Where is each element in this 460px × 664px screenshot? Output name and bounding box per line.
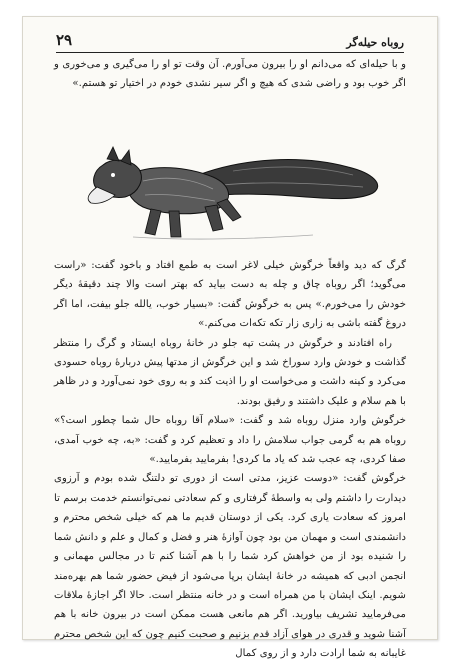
paragraph: راه افتادند و خرگوش در پشت تپه جلو در خانهٔ روباه ایستاد و گرگ را منتظر گذاشت و خودش وارد سوراخ شد و این خرگوش از مدتها پیش دربارهٔ روباه حسودی می‌کرد و کینه داشت و می‌خواست او را اذیت کند و به روی خود نمی‌آورد و در ظاهر با هم سلام و علیک داشتند و رفیق بودند.: [54, 337, 406, 407]
book-page: [22, 16, 438, 660]
text-block-top: [54, 55, 406, 94]
fox-illustration: [73, 137, 383, 247]
page-number: ۲۹: [56, 31, 73, 49]
paragraph: خرگوش وارد منزل روباه شد و گفت: «سلام آقا روباه حال شما چطور است؟» روباه هم به گرمی جواب سلامش را داد و تعظیم کرد و گفت: «به، چه خوب آمدی، صفا کردی، چه عجب شد که یاد ما کردی! بفرمایید بفرمایید.»: [54, 415, 406, 466]
paragraph: گرگ که دید واقعاً خرگوش خیلی لاغر است به طمع افتاد و باخود گفت: «راست می‌گوید؛ اگر روباه چاق و چله به دست بیاید که بهتر است والا چند دقیقهٔ دیگر خودش را می‌خورم.» پس به خرگوش گفت: «بسیار خوب، یالله جلو بیفت، اما اگر دروغ گفته باشی به زاری زار تکه تکه‌ات می‌کنم.»: [54, 260, 406, 330]
running-title: روباه حیله‌گر: [346, 36, 404, 49]
page-header: [56, 27, 404, 53]
text-block-bottom: [54, 256, 406, 664]
paragraph: و با حیله‌ای که می‌دانم او را بیرون می‌آورم. آن وقت تو او را می‌گیری و می‌خوری و اگر خوب بود و راضی شدی که هیچ و اگر سیر نشدی خودم در اختیار تو هستم.»: [54, 59, 406, 90]
paragraph: خرگوش گفت: «دوست عزیز، مدتی است از دوری تو دلتنگ شده بودم و آرزوی دیدارت را داشتم ولی به واسطهٔ گرفتاری و کم سعادتی نمی‌توانستم خدمت برسم تا امروز که سعادت یاری کرد. یکی از دوستان قدیم ما هم که خیلی شخص محترم و دانشمندی است و مهمان من بود چون آوازهٔ هنر و فضل و کمال و علم و دانش شما را شنیده بود از من خواهش کرد شما را با هم آشنا کنم تا در مجالس مهمانی و انجمن ادبی که همیشه در خانهٔ ایشان برپا می‌شود از فیض حضور شما هم بهره‌مند شویم. اینک ایشان با من همراه است و در خانه منتظر است. حالا اگر اجازهٔ ملاقات می‌فرمایید تشریف بیاورید. اگر هم مانعی هست ممکن است در بیرون خانه با هم آشنا شوید و قدری در هوای آزاد قدم بزنیم و صحبت کنیم چون که این شخص محترم غایبانه به شما ارادت دارد و از روی کمال: [54, 473, 406, 660]
